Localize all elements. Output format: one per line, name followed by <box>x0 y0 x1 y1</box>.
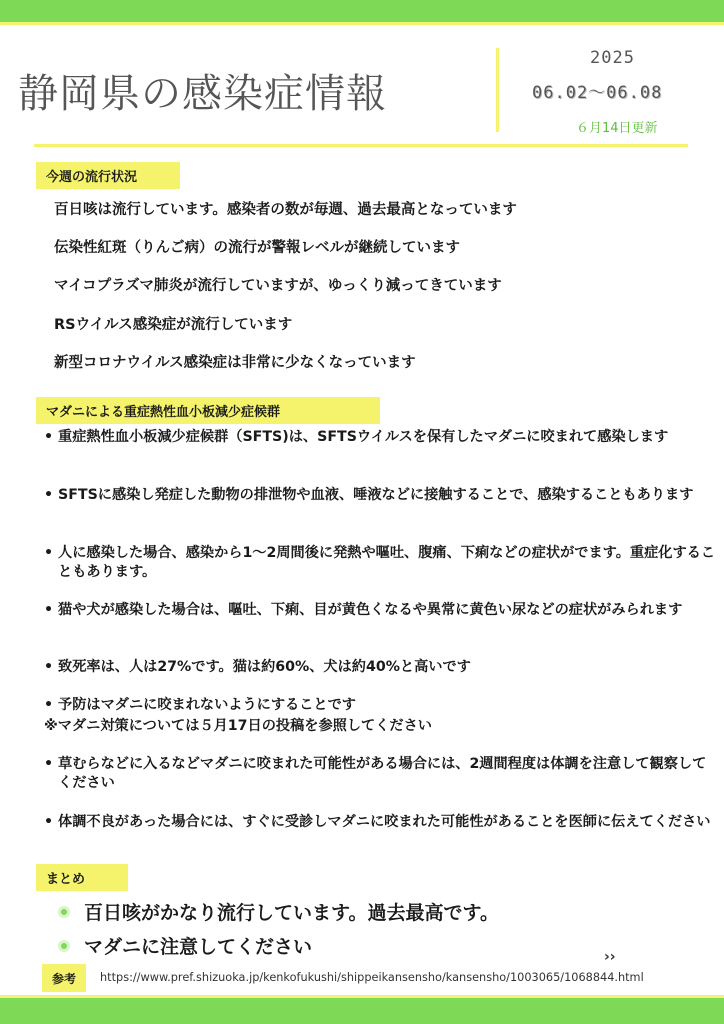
summary-item: マダニに注意してください <box>58 932 312 959</box>
bullet-icon: • <box>44 697 54 713</box>
bullet-icon: • <box>44 602 54 618</box>
bullet-icon: • <box>44 487 54 503</box>
weekly-item: 伝染性紅斑（りんご病）の流行が警報レベルが継続しています <box>54 240 460 256</box>
summary-section-label: まとめ <box>36 864 128 891</box>
title-underline <box>34 144 688 147</box>
sfts-note: ※マダニ対策については５月17日の投稿を参照してください <box>44 718 432 734</box>
weekly-item: 新型コロナウイルス感染症は非常に少なくなっています <box>54 355 416 371</box>
weekly-section-label: 今週の流行状況 <box>36 162 180 189</box>
sfts-list-item: • 草むらなどに入るなどマダニに咬まれた可能性がある場合には、2週間程度は体調を注意して観察してください <box>44 756 707 791</box>
sfts-list-item: • 猫や犬が感染した場合は、嘔吐、下痢、目が黄色くなるや異常に黄色い尿などの症状がみられます <box>44 602 683 618</box>
sfts-list-item: • 予防はマダニに咬まれないようにすることです <box>44 697 356 713</box>
bullet-icon: • <box>44 814 54 830</box>
header-divider <box>496 48 499 132</box>
sfts-list-item: • SFTSに感染し発症した動物の排泄物や血液、唾液などに接触することで、感染することもあります <box>44 487 694 503</box>
sfts-list-item: • 体調不良があった場合には、すぐに受診しマダニに咬まれた可能性があることを医師に伝えてください <box>44 814 711 830</box>
reference-url[interactable]: https://www.pref.shizuoka.jp/kenkofukushi/shippeikansensho/kansensho/1003065/1068844.html <box>100 971 644 984</box>
sfts-list-item: • 致死率は、人は27%です。猫は約60%、犬は約40%と高いです <box>44 659 471 675</box>
bullet-icon: • <box>44 429 54 445</box>
chevron-right-icon: ›› <box>604 949 616 965</box>
bullet-icon: • <box>44 756 54 772</box>
weekly-item: RSウイルス感染症が流行しています <box>54 317 293 333</box>
report-date-range: 06.02～06.08 <box>532 83 663 103</box>
sfts-list-item: • 重症熱性血小板減少症候群（SFTS)は、SFTSウイルスを保有したマダニに咬まれて感染します <box>44 429 669 445</box>
top-yellow-bar <box>0 22 724 25</box>
sfts-section-label: マダニによる重症熱性血小板減少症候群 <box>36 397 380 424</box>
green-dot-icon <box>58 906 70 918</box>
summary-item: 百日咳がかなり流行しています。過去最高です。 <box>58 898 499 925</box>
report-year: 2025 <box>590 48 635 68</box>
bullet-icon: • <box>44 659 54 675</box>
page-title: 静岡県の感染症情報 <box>18 71 387 117</box>
sfts-list-item: • 人に感染した場合、感染から1～2周間後に発熱や嘔吐、腹痛、下痢などの症状がでます。重症化することもあります。 <box>44 545 716 580</box>
reference-label: 参考 <box>42 964 86 992</box>
updated-date: ６月14日更新 <box>576 121 658 136</box>
bullet-icon: • <box>44 545 54 561</box>
weekly-item: マイコプラズマ肺炎が流行していますが、ゆっくり減ってきています <box>54 278 502 294</box>
top-green-bar <box>0 0 724 22</box>
weekly-item: 百日咳は流行しています。感染者の数が毎週、過去最高となっています <box>54 202 517 218</box>
green-dot-icon <box>58 940 70 952</box>
bottom-green-bar <box>0 998 724 1024</box>
